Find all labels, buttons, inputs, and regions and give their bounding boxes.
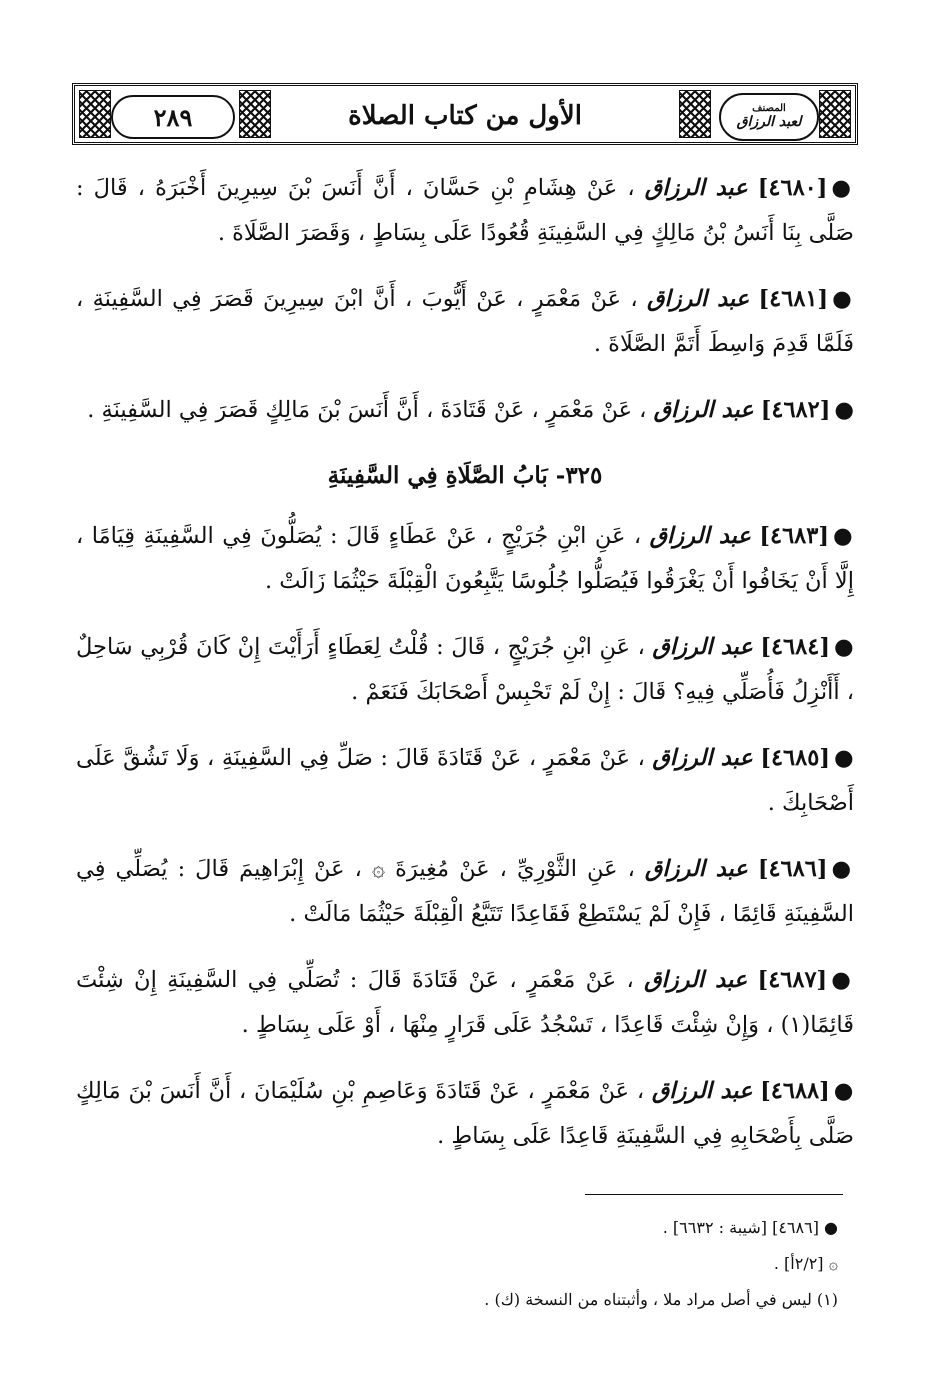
entry-author: عبد الرزاق	[652, 634, 753, 660]
ornament-right-inner	[679, 90, 711, 138]
page-header	[72, 83, 858, 145]
entry-text: ، عَنْ مَعْمَرٍ ، عَنْ قَتَادَةَ قَالَ : تُصَلِّي فِي السَّفِينَةِ إِنْ شِئْتَ قَائِمًا(١) ، وَإِنْ شِئْتَ قَاعِدًا ، تَسْجُدُ عَلَى قَرَارٍ مِنْهَا ، أَوْ عَلَى بِسَاطٍ .	[76, 967, 854, 1038]
ornament-left-inner	[239, 90, 271, 138]
main-text	[76, 166, 854, 1180]
entry-text: ، عَنْ مَعْمَرٍ ، عَنْ قَتَادَةَ وَعَاصِمِ بْنِ سُلَيْمَانَ ، أَنَّ أَنَسَ بْنَ مَالِكٍ صَلَّى بِأَصْحَابِهِ فِي السَّفِينَةِ قَاعِدًا عَلَى بِسَاطٍ .	[76, 1078, 854, 1149]
entry-text: ، عَنِ ابْنِ جُرَيْجٍ ، قَالَ : قُلْتُ لِعَطَاءٍ أَرَأَيْتَ إِنْ كَانَ قُرْبِي سَاحِلٌ ، أَأَنْزِلُ فَأُصَلِّي فِيهِ؟ قَالَ : إِنْ لَمْ تَحْبِسْ أَصْحَابَكَ فَنَعَمْ .	[76, 634, 854, 705]
entry-number: [٤٦٨٧]	[757, 967, 828, 993]
entry-text: ، عَنْ مَعْمَرٍ ، عَنْ قَتَادَةَ ، أَنَّ أَنَسَ بْنَ مَالِكٍ قَصَرَ فِي السَّفِينَةِ .	[87, 397, 647, 423]
entry-number: [٤٦٨٦]	[757, 856, 828, 882]
hadith-entry	[76, 388, 854, 433]
entry-author: عبد الرزاق	[652, 745, 753, 771]
bullet-icon: ●	[831, 856, 854, 882]
bullet-icon: ●	[833, 745, 854, 771]
hadith-entry	[76, 514, 854, 604]
footnote-line: (١) ليس في أصل مراد ملا ، وأثبتناه من النسخة (ك) .	[484, 1290, 838, 1309]
ornament-right	[819, 90, 851, 138]
entry-author: عبد الرزاق	[646, 286, 750, 312]
entry-number: [٤٦٨١]	[758, 286, 829, 312]
entry-text: ، عَنِ ابْنِ جُرَيْجٍ ، عَنْ عَطَاءٍ قَالَ : يُصَلُّونَ فِي السَّفِينَةِ قِيَامًا ، إِلَّا أَنْ يَخَافُوا أَنْ يَغْرَقُوا فَيُصَلُّوا جُلُوسًا يَتَّبِعُونَ الْقِبْلَةَ حَيْثُمَا زَالَتْ .	[76, 523, 854, 594]
footnote-line: ۞ [٢/٢أ] .	[773, 1254, 838, 1273]
hadith-entry	[76, 736, 854, 826]
entry-author: عبد الرزاق	[644, 967, 748, 993]
bullet-icon: ●	[833, 523, 854, 549]
entry-number: [٤٦٨٤]	[760, 634, 830, 660]
hadith-entry	[76, 958, 854, 1048]
entry-number: [٤٦٨٥]	[760, 745, 830, 771]
page-number: ٢٨٩	[111, 95, 235, 139]
bullet-icon: ●	[831, 967, 854, 993]
entry-author: عبد الرزاق	[653, 397, 754, 423]
hadith-entry	[76, 1069, 854, 1159]
hadith-entry	[76, 277, 854, 367]
running-title: الأول من كتاب الصلاة	[348, 101, 582, 131]
entry-text: ، عَنْ هِشَامِ بْنِ حَسَّانَ ، أَنَّ أَنَسَ بْنَ سِيرِينَ أَخْبَرَهُ ، قَالَ : صَلَّى بِنَا أَنَسُ بْنُ مَالِكٍ فِي السَّفِينَةِ قُعُودًا عَلَى بِسَاطٍ ، وَقَصَرَ الصَّلَاةَ .	[76, 175, 854, 246]
entry-text: ، عَنْ مَعْمَرٍ ، عَنْ أَيُّوبَ ، أَنَّ ابْنَ سِيرِينَ قَصَرَ فِي السَّفِينَةِ ، فَلَمَّا قَدِمَ وَاسِطَ أَتَمَّ الصَّلَاةَ .	[76, 286, 854, 357]
footnote-line: ● [٤٦٨٦] [شيبة : ٦٦٣٢] .	[662, 1218, 838, 1237]
entry-author: عبد الرزاق	[644, 856, 748, 882]
hadith-entry	[76, 847, 854, 937]
book-logo	[719, 93, 819, 141]
entry-author: عبد الرزاق	[651, 1078, 753, 1104]
bullet-icon: ●	[833, 634, 854, 660]
entry-author: عبد الرزاق	[649, 523, 751, 549]
entry-author: عبد الرزاق	[644, 175, 748, 201]
entry-number: [٤٦٨٠]	[757, 175, 828, 201]
footnotes	[92, 1210, 838, 1318]
bullet-icon: ●	[831, 175, 854, 201]
hadith-entry	[76, 625, 854, 715]
entry-text: ، عَنِ الثَّوْرِيِّ ، عَنْ مُغِيرَةَ ۞ ، عَنْ إِبْرَاهِيمَ قَالَ : يُصَلِّي فِي السَّفِينَةِ قَائِمًا ، فَإِنْ لَمْ يَسْتَطِعْ فَقَاعِدًا تَتَبَّعُ الْقِبْلَةَ حَيْثُمَا مَالَتْ .	[76, 856, 854, 927]
footnote-divider	[585, 1194, 843, 1195]
logo-line-1: المصنف	[752, 103, 786, 115]
chapter-heading: ٣٢٥- بَابُ الصَّلَاةِ فِي السَّفِينَةِ	[327, 462, 603, 489]
entry-number: [٤٦٨٨]	[760, 1078, 830, 1104]
entry-number: [٤٦٨٣]	[759, 523, 830, 549]
entry-number: [٤٦٨٢]	[760, 397, 831, 423]
logo-line-2: لعبد الرزاق	[736, 113, 802, 130]
bullet-icon: ●	[833, 1078, 854, 1104]
hadith-entry	[76, 166, 854, 256]
entry-text: ، عَنْ مَعْمَرٍ ، عَنْ قَتَادَةَ قَالَ : صَلِّ فِي السَّفِينَةِ ، وَلَا تَشُقَّ عَلَى أَصْحَابِكَ .	[76, 745, 854, 816]
bullet-icon: ●	[832, 286, 854, 312]
ornament-left	[79, 90, 111, 138]
bullet-icon: ●	[834, 397, 854, 423]
